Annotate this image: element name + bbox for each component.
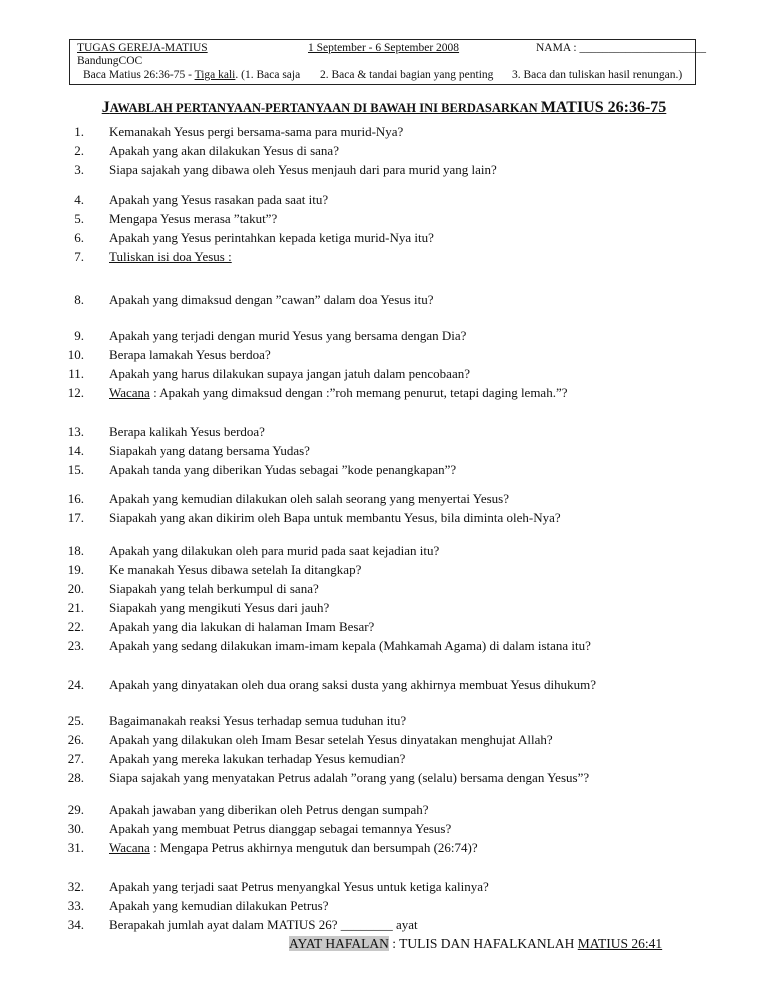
question-item	[0, 292, 760, 312]
question-number: 21.	[67, 600, 84, 615]
question-text	[109, 443, 310, 459]
question-text	[109, 677, 596, 693]
question-text	[109, 562, 361, 578]
reading-prefix: Baca Matius 26:36-75 -	[83, 69, 195, 81]
question-body: Apakah yang dilakukan oleh para murid pada saat kejadian itu?	[109, 543, 440, 558]
question-item	[0, 581, 760, 601]
date-range: 1 September - 6 September 2008	[308, 42, 460, 54]
question-text	[109, 770, 589, 786]
question-number: 3.	[74, 162, 84, 177]
question-number: 4.	[74, 192, 84, 207]
question-body: Apakah yang sedang dilakukan imam-imam kepala (Mahkamah Agama) di dalam istana itu?	[109, 638, 591, 653]
question-body: Apakah yang kemudian dilakukan Petrus?	[109, 898, 329, 913]
organization: BandungCOC	[77, 55, 143, 67]
question-number: 24.	[67, 677, 84, 692]
assignment-header	[69, 39, 706, 85]
question-underlined-label: Wacana	[109, 385, 150, 400]
memory-verse-reference: MATIUS 26:41	[577, 936, 663, 951]
question-item	[0, 510, 760, 530]
question-body: Apakah yang membuat Petrus dianggap sebagai temannya Yesus?	[109, 821, 452, 836]
question-item	[0, 366, 760, 386]
question-number: 16.	[67, 491, 84, 506]
question-text	[109, 917, 418, 933]
question-number: 25.	[67, 713, 84, 728]
question-text	[109, 619, 374, 635]
question-number: 33.	[67, 898, 84, 913]
question-number: 2.	[74, 143, 84, 158]
question-item	[0, 347, 760, 367]
question-number: 28.	[67, 770, 84, 785]
question-number: 10.	[67, 347, 84, 362]
reading-step-1: . (1. Baca saja	[235, 69, 301, 81]
question-body: Berapakah jumlah ayat dalam MATIUS 26? ________ ayat	[109, 917, 418, 932]
question-number: 23.	[67, 638, 84, 653]
question-body: Apakah tanda yang diberikan Yudas sebagai ”kode penangkapan”?	[109, 462, 457, 477]
question-body: Apakah yang akan dilakukan Yesus di sana?	[109, 143, 339, 158]
question-body: Siapakah yang datang bersama Yudas?	[109, 443, 310, 458]
question-item	[0, 443, 760, 463]
question-text	[109, 230, 434, 246]
question-item	[0, 385, 760, 405]
question-item	[0, 162, 760, 182]
question-item	[0, 770, 760, 790]
question-number: 6.	[74, 230, 84, 245]
question-text	[109, 802, 428, 818]
question-body: Apakah yang terjadi dengan murid Yesus yang bersama dengan Dia?	[109, 328, 467, 343]
question-item	[0, 713, 760, 733]
question-text	[109, 638, 591, 654]
question-text	[109, 491, 509, 507]
question-number: 34.	[67, 917, 84, 932]
reading-step-3: 3. Baca dan tuliskan hasil renungan.)	[512, 69, 683, 81]
question-number: 32.	[67, 879, 84, 894]
question-body: Kemanakah Yesus pergi bersama-sama para murid-Nya?	[109, 124, 404, 139]
question-item	[0, 898, 760, 918]
question-text	[109, 385, 568, 401]
question-item	[0, 562, 760, 582]
name-field: NAMA : ______________________	[536, 42, 706, 54]
memory-verse-label: AYAT HAFALAN	[289, 936, 389, 951]
question-underlined-label: Wacana	[109, 840, 150, 855]
question-body: Apakah yang harus dilakukan supaya jangan jatuh dalam pencobaan?	[109, 366, 470, 381]
question-underlined-label: Tuliskan isi doa Yesus :	[109, 249, 232, 264]
question-item	[0, 802, 760, 822]
question-number: 5.	[74, 211, 84, 226]
question-text	[109, 879, 489, 895]
question-text	[109, 713, 406, 729]
question-number: 19.	[67, 562, 84, 577]
question-item	[0, 543, 760, 563]
question-body: Siapakah yang akan dikirim oleh Bapa untuk membantu Yesus, bila diminta oleh-Nya?	[109, 510, 561, 525]
question-body: Siapakah yang telah berkumpul di sana?	[109, 581, 319, 596]
question-text	[109, 462, 456, 478]
question-number: 20.	[67, 581, 84, 596]
question-body: Berapa lamakah Yesus berdoa?	[109, 347, 271, 362]
question-item	[0, 143, 760, 163]
question-number: 17.	[67, 510, 84, 525]
question-body: : Mengapa Petrus akhirnya mengutuk dan bersumpah (26:74)?	[149, 840, 478, 855]
reading-times: Tiga kali	[194, 69, 236, 81]
title-reference: MATIUS 26:36-75	[540, 99, 667, 116]
question-item	[0, 879, 760, 899]
question-text	[109, 211, 277, 227]
question-body: Apakah yang dilakukan oleh Imam Besar setelah Yesus dinyatakan menghujat Allah?	[109, 732, 553, 747]
memory-verse-instruction: : TULIS DAN HAFALKANLAH	[388, 936, 578, 951]
question-item	[0, 491, 760, 511]
question-text	[109, 600, 329, 616]
question-body: : Apakah yang dimaksud dengan :”roh memang penurut, tetapi daging lemah.”?	[149, 385, 568, 400]
question-item	[0, 677, 760, 697]
question-body: Apakah yang mereka lakukan terhadap Yesus kemudian?	[109, 751, 406, 766]
title-first-letter: J	[101, 99, 110, 116]
question-body: Siapakah yang mengikuti Yesus dari jauh?	[109, 600, 330, 615]
question-number: 7.	[74, 249, 84, 264]
question-item	[0, 192, 760, 212]
question-body: Mengapa Yesus merasa ”takut”?	[109, 211, 278, 226]
question-item	[0, 424, 760, 444]
question-item	[0, 249, 760, 269]
question-item	[0, 917, 760, 937]
question-number: 1.	[74, 124, 84, 139]
question-text	[109, 162, 497, 178]
question-text	[109, 328, 466, 344]
question-item	[0, 638, 760, 658]
question-number: 13.	[67, 424, 84, 439]
page-title	[0, 99, 768, 117]
question-number: 29.	[67, 802, 84, 817]
question-body: Berapa kalikah Yesus berdoa?	[109, 424, 265, 439]
question-item	[0, 732, 760, 752]
question-text	[109, 510, 561, 526]
question-item	[0, 840, 760, 860]
question-item	[0, 230, 760, 250]
question-body: Apakah yang dia lakukan di halaman Imam Besar?	[109, 619, 375, 634]
question-body: Bagaimanakah reaksi Yesus terhadap semua tuduhan itu?	[109, 713, 407, 728]
question-body: Siapa sajakah yang menyatakan Petrus adalah ”orang yang (selalu) bersama dengan Yesus”?	[109, 770, 590, 785]
question-text	[109, 581, 319, 597]
question-body: Apakah yang Yesus rasakan pada saat itu?	[109, 192, 329, 207]
question-body: Apakah yang dinyatakan oleh dua orang saksi dusta yang akhirnya membuat Yesus dihukum?	[109, 677, 597, 692]
question-number: 12.	[67, 385, 84, 400]
question-body: Apakah yang dimaksud dengan ”cawan” dalam doa Yesus itu?	[109, 292, 434, 307]
question-number: 14.	[67, 443, 84, 458]
question-number: 30.	[67, 821, 84, 836]
question-item	[0, 328, 760, 348]
question-number: 22.	[67, 619, 84, 634]
question-text	[109, 543, 439, 559]
question-number: 8.	[74, 292, 84, 307]
question-number: 26.	[67, 732, 84, 747]
question-item	[0, 211, 760, 231]
question-text	[109, 366, 470, 382]
question-text	[109, 424, 265, 440]
question-number: 9.	[74, 328, 84, 343]
question-text	[109, 347, 271, 363]
question-text	[109, 751, 405, 767]
question-item	[0, 124, 760, 144]
question-number: 27.	[67, 751, 84, 766]
question-number: 18.	[67, 543, 84, 558]
question-text	[109, 143, 339, 159]
reading-instruction	[83, 69, 300, 82]
question-item	[0, 619, 760, 639]
question-body: Apakah yang terjadi saat Petrus menyangkal Yesus untuk ketiga kalinya?	[109, 879, 489, 894]
question-body: Apakah yang Yesus perintahkan kepada ketiga murid-Nya itu?	[109, 230, 434, 245]
question-body: Apakah yang kemudian dilakukan oleh salah seorang yang menyertai Yesus?	[109, 491, 510, 506]
question-number: 15.	[67, 462, 84, 477]
question-text	[109, 192, 328, 208]
question-item	[0, 462, 760, 482]
reading-step-2: 2. Baca & tandai bagian yang penting	[320, 69, 494, 81]
question-text	[109, 292, 434, 308]
question-text	[109, 249, 232, 265]
question-text	[109, 124, 403, 140]
question-text	[109, 898, 329, 914]
question-body: Siapa sajakah yang dibawa oleh Yesus menjauh dari para murid yang lain?	[109, 162, 497, 177]
question-number: 31.	[67, 840, 84, 855]
question-text	[109, 732, 553, 748]
title-text: AWABLAH PERTANYAAN-PERTANYAAN DI BAWAH INI BERDASARKAN	[109, 101, 541, 115]
course-title: TUGAS GEREJA-MATIUS	[77, 42, 208, 54]
question-item	[0, 751, 760, 771]
question-body: Apakah jawaban yang diberikan oleh Petrus dengan sumpah?	[109, 802, 429, 817]
question-item	[0, 821, 760, 841]
question-number: 11.	[68, 366, 84, 381]
memory-verse-footer	[289, 936, 662, 952]
question-item	[0, 600, 760, 620]
question-text	[109, 840, 478, 856]
question-body: Ke manakah Yesus dibawa setelah Ia ditangkap?	[109, 562, 362, 577]
question-text	[109, 821, 451, 837]
